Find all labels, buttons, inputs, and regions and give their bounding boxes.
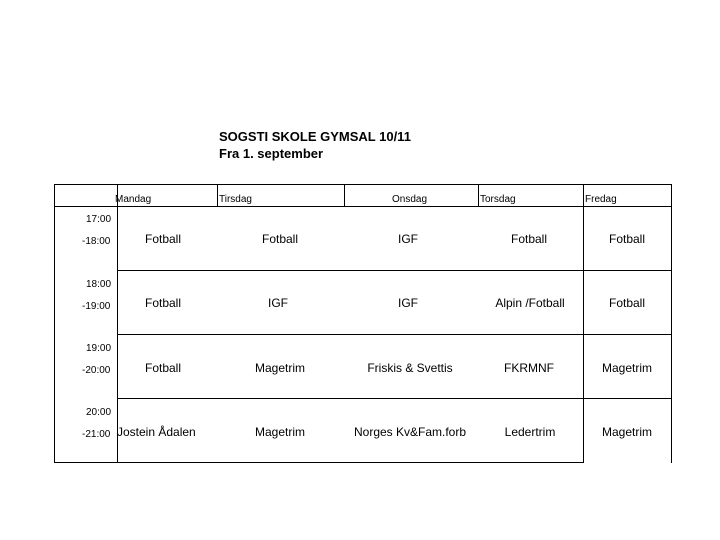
- activity-cell: Fotball: [144, 361, 182, 375]
- column-divider-1: [217, 184, 218, 207]
- day-header-mandag: Mandag: [115, 194, 152, 205]
- table-right-border: [671, 184, 672, 463]
- activity-cell: Ledertrim: [504, 425, 556, 439]
- column-divider-2: [344, 184, 345, 207]
- table-left-border: [54, 184, 55, 463]
- slot-start-time: 17:00: [86, 214, 112, 225]
- slot-end-time: -20:00: [82, 365, 111, 376]
- header-bottom-border: [54, 206, 672, 207]
- column-divider-3: [478, 184, 479, 207]
- activity-cell: IGF: [268, 296, 288, 310]
- activity-cell: FKRMNF: [504, 361, 554, 375]
- activity-cell: Fotball: [261, 232, 299, 246]
- day-header-fredag: Fredag: [585, 194, 617, 205]
- day-header-torsdag: Torsdag: [480, 194, 516, 205]
- row-divider-1: [117, 270, 672, 271]
- slot-start-time: 19:00: [86, 343, 112, 354]
- activity-cell: Magetrim: [601, 425, 653, 439]
- schedule-title: [219, 128, 411, 162]
- slot-end-time: -19:00: [82, 301, 111, 312]
- slot-start-time: 18:00: [86, 279, 112, 290]
- activity-cell: Friskis & Svettis: [367, 361, 453, 375]
- activity-cell: IGF: [398, 296, 418, 310]
- activity-cell: Norges Kv&Fam.forb: [353, 425, 467, 439]
- day-header-onsdag: Onsdag: [392, 194, 428, 205]
- title-line-2: Fra 1. september: [219, 146, 324, 161]
- column-divider-4: [583, 184, 584, 463]
- activity-cell: IGF: [398, 232, 418, 246]
- activity-cell: Fotball: [608, 296, 646, 310]
- slot-start-time: 20:00: [86, 407, 112, 418]
- activity-cell: Fotball: [144, 296, 182, 310]
- activity-cell: Magetrim: [601, 361, 653, 375]
- day-header-tirsdag: Tirsdag: [219, 194, 252, 205]
- time-column-divider: [117, 184, 118, 463]
- activity-cell: Alpin /Fotball: [495, 296, 565, 310]
- row-divider-2: [117, 334, 672, 335]
- table-bottom-border: [54, 462, 584, 463]
- activity-cell: Jostein Ådalen: [117, 425, 196, 439]
- table-top-border: [54, 184, 672, 185]
- activity-cell: Fotball: [510, 232, 548, 246]
- activity-cell: Magetrim: [254, 361, 306, 375]
- title-line-1: SOGSTI SKOLE GYMSAL 10/11: [219, 129, 411, 144]
- slot-end-time: -18:00: [82, 236, 111, 247]
- row-divider-3: [117, 398, 672, 399]
- activity-cell: Fotball: [608, 232, 646, 246]
- slot-end-time: -21:00: [82, 429, 111, 440]
- activity-cell: Magetrim: [254, 425, 306, 439]
- activity-cell: Fotball: [144, 232, 182, 246]
